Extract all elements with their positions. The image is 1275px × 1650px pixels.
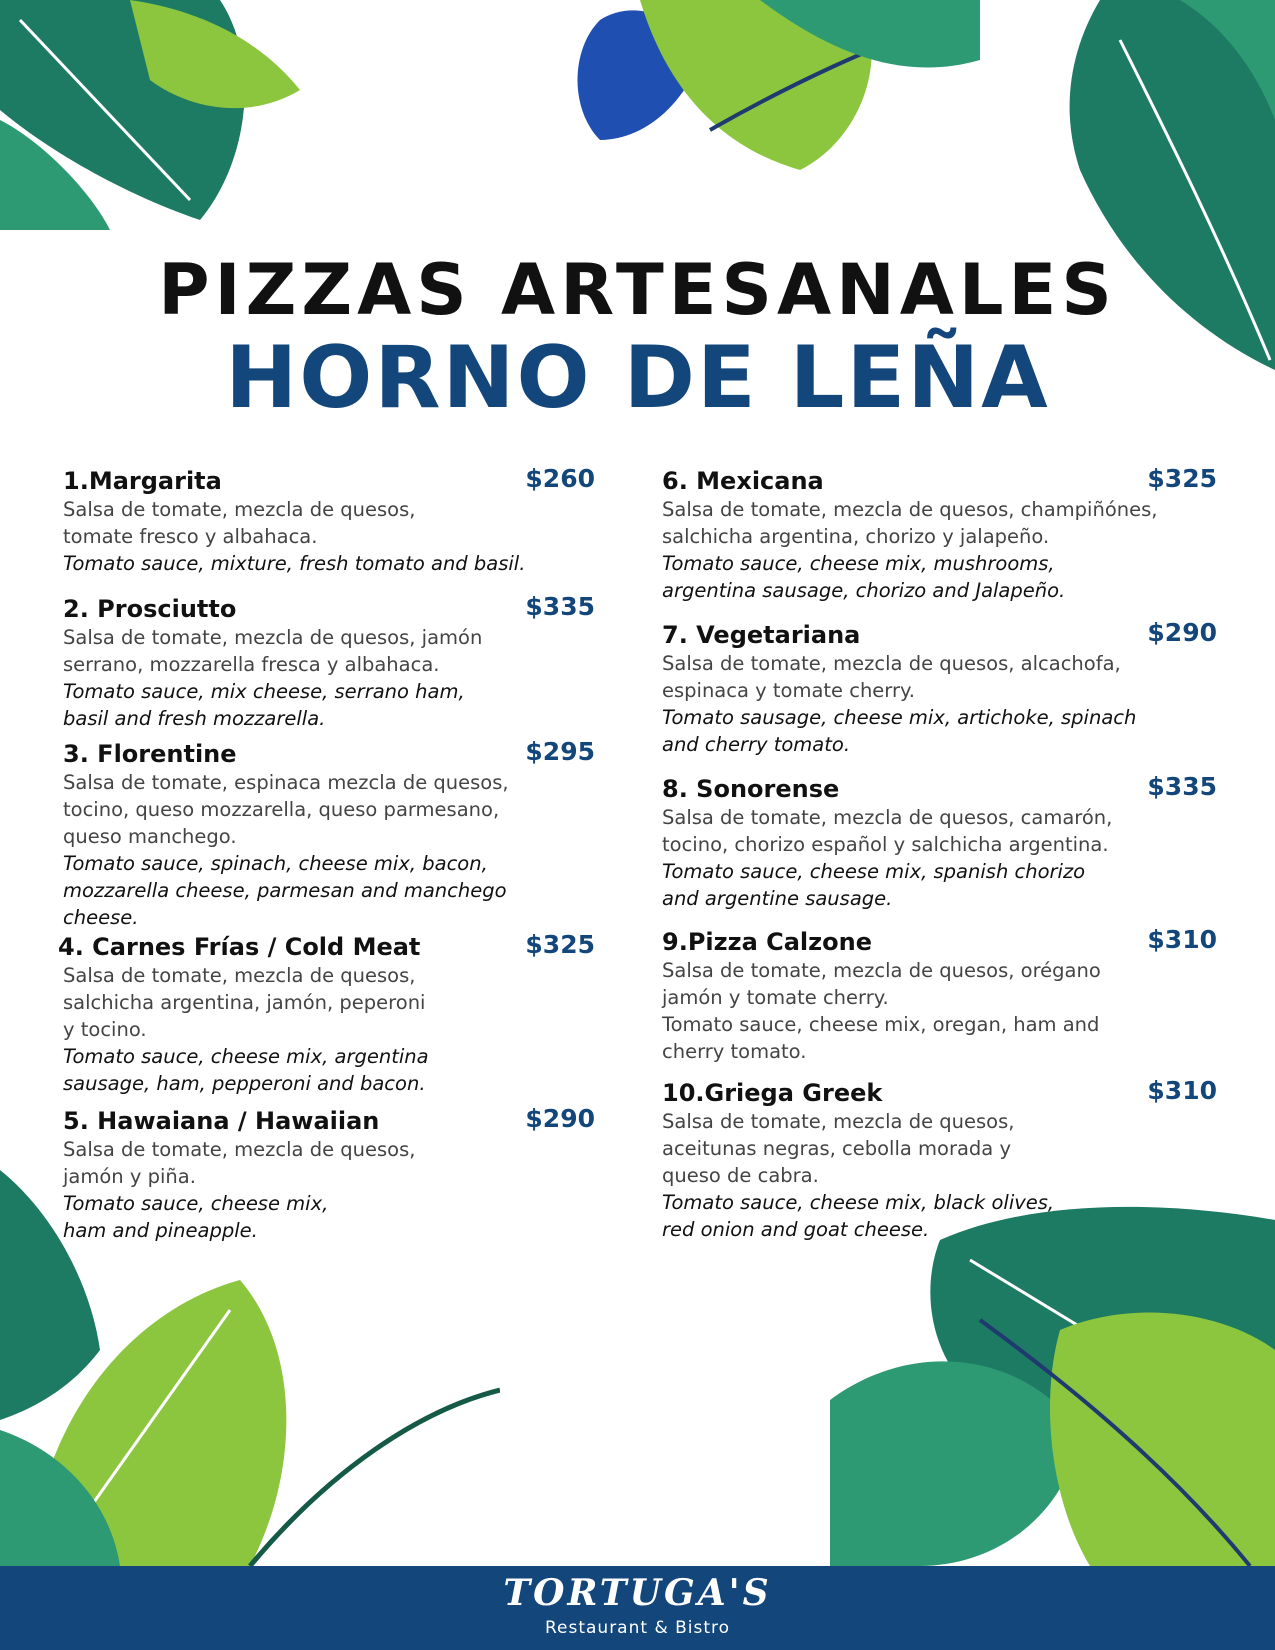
item-price: $325 bbox=[1147, 464, 1217, 493]
item-description-en: Tomato sauce, spinach, cheese mix, bacon, mozzarella cheese, parmesan and manchego cheese. bbox=[63, 852, 507, 929]
menu-item bbox=[63, 739, 595, 931]
item-description-es: Salsa de tomate, mezcla de quesos, aceitunas negras, cebolla morada y queso de cabra. bbox=[662, 1110, 1015, 1187]
item-name: 4. Carnes Frías / Cold Meat bbox=[58, 933, 421, 961]
item-description-en: Tomato sauce, cheese mix, black olives, red onion and goat cheese. bbox=[662, 1191, 1055, 1241]
item-description-es: Salsa de tomate, mezcla de quesos, camarón, tocino, chorizo español y salchicha argentina. bbox=[662, 806, 1113, 856]
item-description-es: Salsa de tomate, mezcla de quesos, champiñónes, salchicha argentina, chorizo y jalapeño. bbox=[662, 498, 1158, 548]
item-description-es: Salsa de tomate, mezcla de quesos, salchicha argentina, jamón, peperoni y tocino. bbox=[63, 964, 426, 1041]
leaves-top-left-decoration bbox=[0, 0, 330, 230]
item-name: 9.Pizza Calzone bbox=[662, 928, 872, 956]
item-description-es: Salsa de tomate, mezcla de quesos, alcachofa, espinaca y tomate cherry. bbox=[662, 652, 1121, 702]
menu-item bbox=[662, 927, 1217, 1065]
item-price: $260 bbox=[525, 464, 595, 493]
leaves-bottom-right-decoration bbox=[830, 1200, 1275, 1566]
item-name: 8. Sonorense bbox=[662, 775, 840, 803]
item-description-en: Tomato sauce, cheese mix, argentina sausage, ham, pepperoni and bacon. bbox=[63, 1045, 429, 1095]
item-name: 10.Griega Greek bbox=[662, 1079, 883, 1107]
item-price: $310 bbox=[1147, 1076, 1217, 1105]
menu-item bbox=[63, 594, 595, 732]
item-price: $290 bbox=[525, 1104, 595, 1133]
menu-item bbox=[63, 466, 595, 577]
item-description-es: Salsa de tomate, mezcla de quesos, tomate fresco y albahaca. bbox=[63, 498, 416, 548]
page-title: PIZZAS ARTESANALES bbox=[158, 249, 1117, 331]
item-price: $335 bbox=[1147, 772, 1217, 801]
item-description-en: Tomato sauce, cheese mix, ham and pineapple. bbox=[63, 1192, 329, 1242]
item-description-en: Tomato sauce, cheese mix, spanish chorizo and argentine sausage. bbox=[662, 860, 1086, 910]
item-name: 5. Hawaiana / Hawaiian bbox=[63, 1107, 380, 1135]
item-description-es: Salsa de tomate, mezcla de quesos, orégano jamón y tomate cherry. bbox=[662, 959, 1101, 1009]
brand-logo: TORTUGA'S bbox=[503, 1572, 772, 1614]
item-description-en: Tomato sauce, mixture, fresh tomato and basil. bbox=[63, 552, 526, 575]
item-description-en: Tomato sauce, cheese mix, mushrooms, argentina sausage, chorizo and Jalapeño. bbox=[662, 552, 1066, 602]
menu-item bbox=[662, 774, 1217, 912]
item-description-en: Tomato sausage, cheese mix, artichoke, spinach and cherry tomato. bbox=[662, 706, 1137, 756]
item-price: $325 bbox=[525, 930, 595, 959]
item-price: $335 bbox=[525, 592, 595, 621]
leaves-top-center-decoration bbox=[560, 0, 980, 190]
footer-bar bbox=[0, 1566, 1275, 1650]
item-price: $310 bbox=[1147, 925, 1217, 954]
item-name: 7. Vegetariana bbox=[662, 621, 861, 649]
item-name: 6. Mexicana bbox=[662, 467, 824, 495]
menu-item bbox=[58, 932, 595, 1097]
menu-item bbox=[662, 466, 1217, 604]
item-description-en: Tomato sauce, cheese mix, oregan, ham and cherry tomato. bbox=[662, 1013, 1100, 1063]
menu-item bbox=[662, 1078, 1217, 1243]
item-price: $295 bbox=[525, 737, 595, 766]
item-description-es: Salsa de tomate, mezcla de quesos, jamón y piña. bbox=[63, 1138, 416, 1188]
item-description-en: Tomato sauce, mix cheese, serrano ham, basil and fresh mozzarella. bbox=[63, 680, 465, 730]
item-price: $290 bbox=[1147, 618, 1217, 647]
item-description-es: Salsa de tomate, mezcla de quesos, jamón serrano, mozzarella fresca y albahaca. bbox=[63, 626, 483, 676]
item-name: 2. Prosciutto bbox=[63, 595, 237, 623]
item-description-es: Salsa de tomate, espinaca mezcla de quesos, tocino, queso mozzarella, queso parmesano, queso manchego. bbox=[63, 771, 509, 848]
item-name: 3. Florentine bbox=[63, 740, 237, 768]
brand-subtitle: Restaurant & Bistro bbox=[544, 1618, 731, 1638]
menu-item bbox=[662, 620, 1217, 758]
menu-item bbox=[63, 1106, 595, 1244]
item-name: 1.Margarita bbox=[63, 467, 222, 495]
page-subtitle: HORNO DE LEÑA bbox=[225, 328, 1050, 428]
